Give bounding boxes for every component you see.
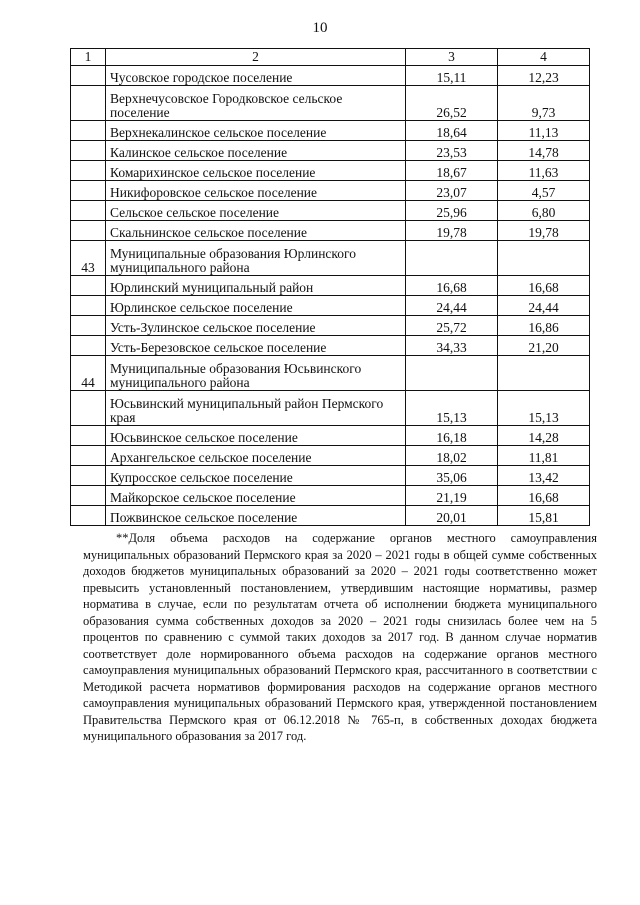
value-col3-cell: 23,53: [406, 141, 498, 161]
value-col3-cell: 35,06: [406, 466, 498, 486]
table-row: [71, 276, 590, 296]
row-index-cell: [71, 276, 106, 296]
municipality-name-cell: Усть-Березовское сельское поселение: [106, 336, 406, 356]
value-col4-cell: 21,20: [498, 336, 590, 356]
value-col3-cell: 20,01: [406, 506, 498, 526]
table-row: [71, 486, 590, 506]
row-index-cell: [71, 181, 106, 201]
value-col4-cell: 12,23: [498, 66, 590, 86]
value-col3-cell: 25,72: [406, 316, 498, 336]
table-row: [71, 316, 590, 336]
table-row: [71, 506, 590, 526]
value-col3-cell: 19,78: [406, 221, 498, 241]
municipality-name-cell: Архангельское сельское поселение: [106, 446, 406, 466]
row-index-cell: [71, 201, 106, 221]
column-header-1: 1: [71, 49, 106, 66]
page-number: 10: [312, 20, 328, 36]
municipality-name-cell: Пожвинское сельское поселение: [106, 506, 406, 526]
value-col3-cell: 26,52: [406, 86, 498, 121]
table-row: [71, 466, 590, 486]
row-index-cell: [71, 486, 106, 506]
value-col4-cell: 15,13: [498, 391, 590, 426]
column-header-4: 4: [498, 49, 590, 66]
row-index-cell: [71, 506, 106, 526]
value-col4-cell: 19,78: [498, 221, 590, 241]
footnote: **Доля объема расходов на содержание органов местного самоуправления муниципальных образований Пермского края за 2020 – 2021 годы в общей сумме собственных доходов бюджетов муниципальных образований за 2020 – 2021 годы соответственно может превысить установленный постановлением, утвердившим настоящие нормативы, размер норматива в случае, если по результатам отчета об исполнении бюджета муниципального образования сумма собственных доходов за 2020 – 2021 годы снизилась более чем на 5 процентов по сравнению с суммой таких доходов за 2017 год. В данном случае норматив соответствует доле нормированного объема расходов на содержание органов местного самоуправления муниципальных образований Пермского края, рассчитанного в соответствии с Методикой расчета нормативов формирования расходов на содержание органов местного самоуправления муниципальных образований Пермского края, утвержденной постановлением Правительства Пермского края от 06.12.2018 № 765-п, в собственных доходах бюджета муниципального образования за 2017 год.: [83, 531, 597, 743]
municipality-name-cell: Юсьвинское сельское поселение: [106, 426, 406, 446]
row-index-cell: [71, 221, 106, 241]
municipality-name-cell: Юрлинский муниципальный район: [106, 276, 406, 296]
row-index-cell: [71, 121, 106, 141]
table-row: [71, 201, 590, 221]
municipality-name-cell: Сельское сельское поселение: [106, 201, 406, 221]
table-row: [71, 241, 590, 276]
municipality-name-cell: Майкорское сельское поселение: [106, 486, 406, 506]
municipality-name-cell: Муниципальные образования Юсьвинского муниципального района: [106, 356, 406, 391]
value-col3-cell: 18,02: [406, 446, 498, 466]
value-col4-cell: 16,86: [498, 316, 590, 336]
value-col4-cell: 14,78: [498, 141, 590, 161]
value-col3-cell: 21,19: [406, 486, 498, 506]
value-col4-cell: [498, 241, 590, 276]
row-index-cell: [71, 296, 106, 316]
value-col3-cell: 15,11: [406, 66, 498, 86]
table-row: [71, 356, 590, 391]
value-col4-cell: 24,44: [498, 296, 590, 316]
row-index-cell: [71, 446, 106, 466]
municipality-name-cell: Юсьвинский муниципальный район Пермского края: [106, 391, 406, 426]
table-row: [71, 391, 590, 426]
municipality-name-cell: Калинское сельское поселение: [106, 141, 406, 161]
value-col3-cell: [406, 241, 498, 276]
value-col4-cell: 11,13: [498, 121, 590, 141]
table-row: [71, 296, 590, 316]
table-row: [71, 141, 590, 161]
column-header-3: 3: [406, 49, 498, 66]
table-row: [71, 121, 590, 141]
row-index-cell: [71, 86, 106, 121]
norms-table: [70, 48, 590, 526]
row-index-cell: [71, 336, 106, 356]
value-col4-cell: 11,81: [498, 446, 590, 466]
value-col3-cell: 16,18: [406, 426, 498, 446]
value-col4-cell: 6,80: [498, 201, 590, 221]
value-col4-cell: 4,57: [498, 181, 590, 201]
value-col3-cell: 16,68: [406, 276, 498, 296]
value-col3-cell: 15,13: [406, 391, 498, 426]
value-col4-cell: 15,81: [498, 506, 590, 526]
value-col3-cell: 18,67: [406, 161, 498, 181]
value-col4-cell: 14,28: [498, 426, 590, 446]
table-row: [71, 221, 590, 241]
row-index-cell: [71, 391, 106, 426]
value-col4-cell: 11,63: [498, 161, 590, 181]
value-col4-cell: 9,73: [498, 86, 590, 121]
value-col4-cell: 13,42: [498, 466, 590, 486]
table-row: [71, 181, 590, 201]
table-row: [71, 336, 590, 356]
value-col3-cell: 24,44: [406, 296, 498, 316]
municipality-name-cell: Усть-Зулинское сельское поселение: [106, 316, 406, 336]
municipality-name-cell: Верхнечусовское Городковское сельское поселение: [106, 86, 406, 121]
value-col4-cell: [498, 356, 590, 391]
table-header-row: [71, 49, 590, 66]
table-row: [71, 446, 590, 466]
row-index-cell: 43: [71, 241, 106, 276]
value-col3-cell: 18,64: [406, 121, 498, 141]
value-col3-cell: [406, 356, 498, 391]
value-col4-cell: 16,68: [498, 486, 590, 506]
row-index-cell: [71, 426, 106, 446]
value-col3-cell: 23,07: [406, 181, 498, 201]
row-index-cell: [71, 66, 106, 86]
value-col4-cell: 16,68: [498, 276, 590, 296]
table-row: [71, 86, 590, 121]
value-col3-cell: 34,33: [406, 336, 498, 356]
row-index-cell: [71, 466, 106, 486]
row-index-cell: 44: [71, 356, 106, 391]
value-col3-cell: 25,96: [406, 201, 498, 221]
municipality-name-cell: Муниципальные образования Юрлинского муниципального района: [106, 241, 406, 276]
table-row: [71, 66, 590, 86]
municipality-name-cell: Верхнекалинское сельское поселение: [106, 121, 406, 141]
municipality-name-cell: Скальнинское сельское поселение: [106, 221, 406, 241]
row-index-cell: [71, 316, 106, 336]
municipality-name-cell: Юрлинское сельское поселение: [106, 296, 406, 316]
column-header-2: 2: [106, 49, 406, 66]
row-index-cell: [71, 141, 106, 161]
table-row: [71, 426, 590, 446]
municipality-name-cell: Никифоровское сельское поселение: [106, 181, 406, 201]
table-row: [71, 161, 590, 181]
row-index-cell: [71, 161, 106, 181]
municipality-name-cell: Купросское сельское поселение: [106, 466, 406, 486]
municipality-name-cell: Комарихинское сельское поселение: [106, 161, 406, 181]
municipality-name-cell: Чусовское городское поселение: [106, 66, 406, 86]
